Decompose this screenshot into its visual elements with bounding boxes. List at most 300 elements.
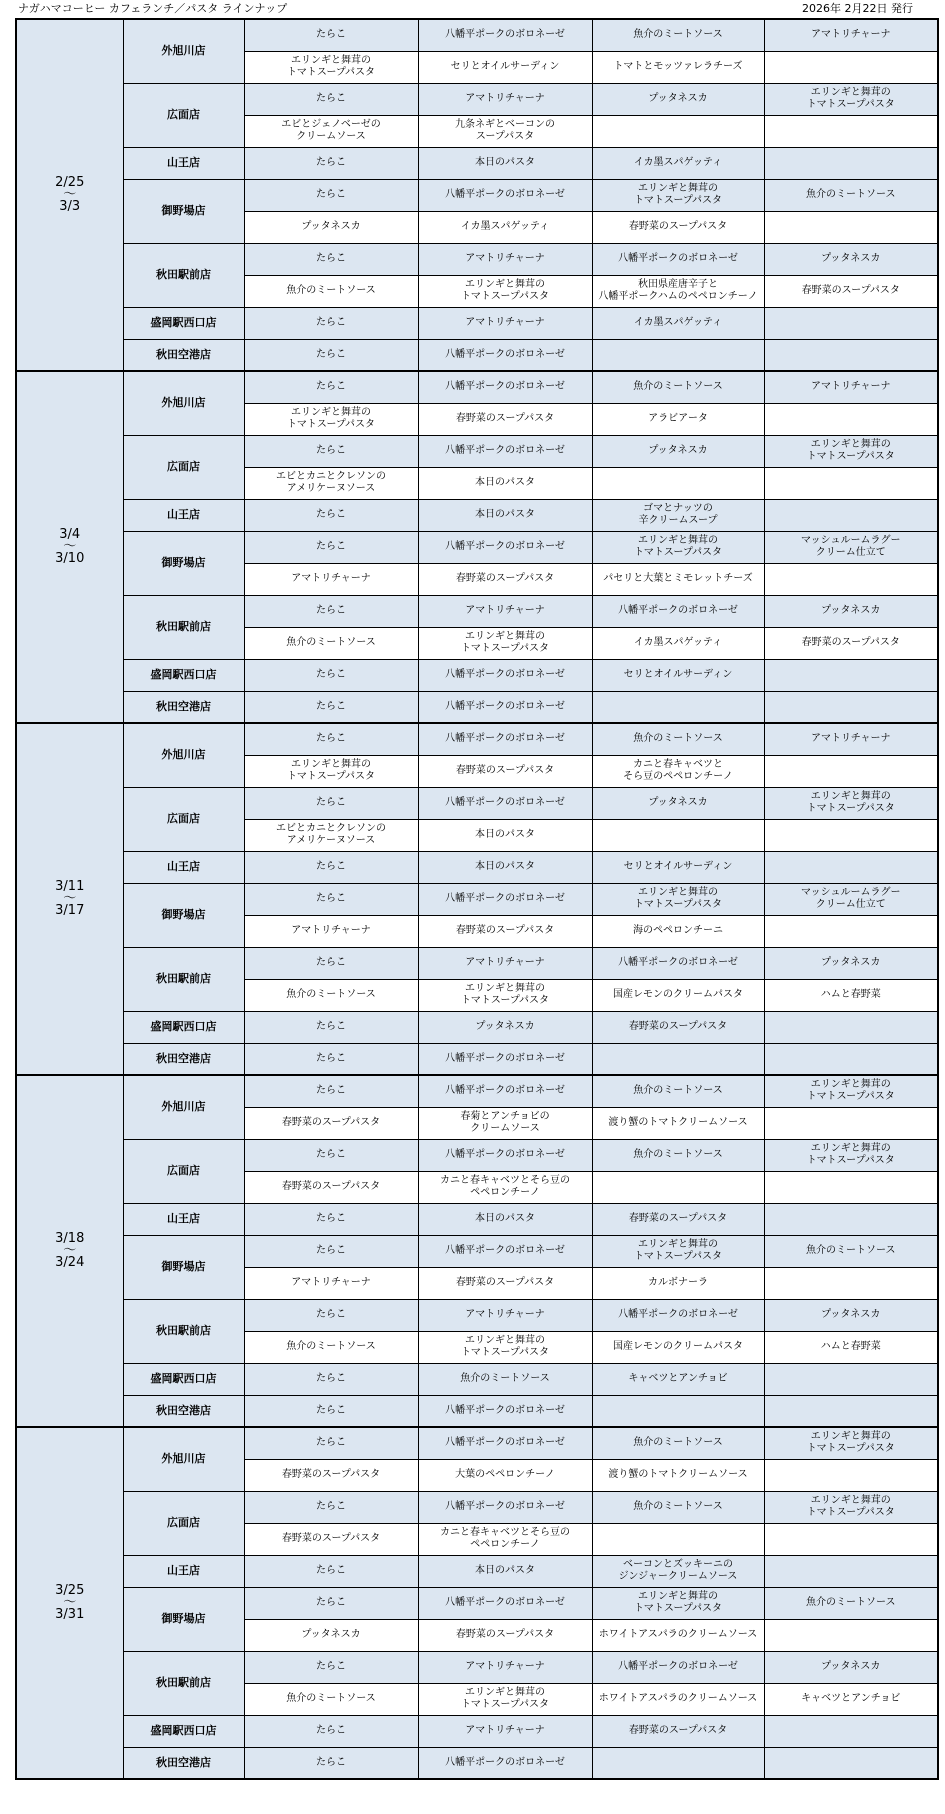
- week-date-from: 3/25: [55, 1583, 85, 1598]
- menu-item: プッタネスカ: [418, 1011, 592, 1043]
- menu-item: 大葉のペペロンチーノ: [418, 1459, 592, 1491]
- menu-item: 春野菜のスープパスタ: [418, 1267, 592, 1299]
- store-name: 盛岡駅西口店: [123, 1715, 244, 1747]
- menu-item: [764, 339, 938, 371]
- store-name: 秋田駅前店: [123, 595, 244, 659]
- menu-item: プッタネスカ: [764, 1651, 938, 1683]
- table-row: [16, 435, 938, 467]
- table-row: [16, 179, 938, 211]
- menu-item: エリンギと舞茸の トマトスープパスタ: [418, 627, 592, 659]
- menu-item: たらこ: [244, 83, 418, 115]
- menu-item: アマトリチャーナ: [418, 1715, 592, 1747]
- menu-item: [764, 563, 938, 595]
- menu-item: 本日のパスタ: [418, 1555, 592, 1587]
- menu-item: 魚介のミートソース: [592, 371, 764, 403]
- menu-item: [764, 115, 938, 147]
- menu-item: 八幡平ポークのボロネーゼ: [418, 1427, 592, 1459]
- menu-item: エビとカニとクレソンの アメリケーヌソース: [244, 467, 418, 499]
- pasta-lineup-table: [15, 18, 939, 1780]
- week-date-from: 3/18: [55, 1231, 85, 1246]
- table-row: [16, 1363, 938, 1395]
- menu-item: イカ墨スパゲッティ: [592, 307, 764, 339]
- menu-item: 春野菜のスープパスタ: [418, 563, 592, 595]
- table-row: [16, 1427, 938, 1459]
- menu-item: アマトリチャーナ: [764, 371, 938, 403]
- menu-item: エリンギと舞茸の トマトスープパスタ: [764, 1075, 938, 1107]
- menu-item: 秋田県産唐辛子と 八幡平ポークハムのペペロンチーノ: [592, 275, 764, 307]
- week-date-range: [16, 19, 123, 371]
- menu-item: 魚介のミートソース: [244, 275, 418, 307]
- week-date-to: 3/24: [55, 1255, 85, 1270]
- menu-item: プッタネスカ: [764, 243, 938, 275]
- table-row: [16, 147, 938, 179]
- store-name: 外旭川店: [123, 19, 244, 83]
- table-row: [16, 691, 938, 723]
- table-row: [16, 1715, 938, 1747]
- store-name: 外旭川店: [123, 371, 244, 435]
- menu-item: アマトリチャーナ: [418, 83, 592, 115]
- store-name: 広面店: [123, 1491, 244, 1555]
- week-tilde: ～: [63, 1243, 77, 1258]
- menu-item: 八幡平ポークのボロネーゼ: [418, 691, 592, 723]
- table-row: [16, 1491, 938, 1523]
- menu-item: 春野菜のスープパスタ: [244, 1107, 418, 1139]
- menu-item: エビとカニとクレソンの アメリケーヌソース: [244, 819, 418, 851]
- menu-item: [764, 307, 938, 339]
- table-row: [16, 659, 938, 691]
- menu-item: ハムと春野菜: [764, 979, 938, 1011]
- week-date-range: [16, 1075, 123, 1427]
- menu-item: プッタネスカ: [592, 435, 764, 467]
- menu-item: たらこ: [244, 1427, 418, 1459]
- menu-item: [592, 1747, 764, 1779]
- menu-item: アマトリチャーナ: [418, 243, 592, 275]
- table-row: [16, 1235, 938, 1267]
- menu-item: 本日のパスタ: [418, 819, 592, 851]
- menu-item: [764, 1043, 938, 1075]
- store-name: 秋田空港店: [123, 1747, 244, 1779]
- menu-item: 八幡平ポークのボロネーゼ: [418, 19, 592, 51]
- store-name: 秋田空港店: [123, 1395, 244, 1427]
- menu-item: ゴマとナッツの 辛クリームスープ: [592, 499, 764, 531]
- menu-item: [592, 1171, 764, 1203]
- store-name: 秋田空港店: [123, 339, 244, 371]
- menu-item: エリンギと舞茸の トマトスープパスタ: [418, 1331, 592, 1363]
- store-name: 外旭川店: [123, 723, 244, 787]
- table-row: [16, 595, 938, 627]
- store-name: 盛岡駅西口店: [123, 659, 244, 691]
- menu-item: 本日のパスタ: [418, 467, 592, 499]
- menu-item: たらこ: [244, 1139, 418, 1171]
- menu-item: 春野菜のスープパスタ: [592, 1011, 764, 1043]
- menu-item: ホワイトアスパラのクリームソース: [592, 1683, 764, 1715]
- menu-item: エリンギと舞茸の トマトスープパスタ: [764, 1139, 938, 1171]
- menu-item: 八幡平ポークのボロネーゼ: [592, 1299, 764, 1331]
- week-date-range: [16, 723, 123, 1075]
- menu-item: アマトリチャーナ: [244, 563, 418, 595]
- menu-item: たらこ: [244, 1299, 418, 1331]
- menu-item: 八幡平ポークのボロネーゼ: [418, 1587, 592, 1619]
- menu-item: [592, 339, 764, 371]
- table-row: [16, 1075, 938, 1107]
- week-tilde: ～: [63, 187, 77, 202]
- table-row: [16, 1651, 938, 1683]
- store-name: 広面店: [123, 1139, 244, 1203]
- menu-item: 八幡平ポークのボロネーゼ: [592, 947, 764, 979]
- menu-item: エリンギと舞茸の トマトスープパスタ: [418, 1683, 592, 1715]
- menu-item: 魚介のミートソース: [418, 1363, 592, 1395]
- menu-item: たらこ: [244, 1363, 418, 1395]
- menu-item: エリンギと舞茸の トマトスープパスタ: [592, 1235, 764, 1267]
- menu-item: 本日のパスタ: [418, 147, 592, 179]
- menu-item: アマトリチャーナ: [418, 1651, 592, 1683]
- store-name: 御野場店: [123, 1235, 244, 1299]
- menu-item: [764, 819, 938, 851]
- menu-item: プッタネスカ: [244, 211, 418, 243]
- table-row: [16, 723, 938, 755]
- menu-item: 春野菜のスープパスタ: [592, 211, 764, 243]
- menu-item: プッタネスカ: [764, 595, 938, 627]
- menu-item: 八幡平ポークのボロネーゼ: [592, 595, 764, 627]
- menu-item: エリンギと舞茸の トマトスープパスタ: [244, 403, 418, 435]
- store-name: 広面店: [123, 83, 244, 147]
- menu-item: たらこ: [244, 723, 418, 755]
- menu-item: アマトリチャーナ: [418, 1299, 592, 1331]
- menu-item: [592, 819, 764, 851]
- menu-item: 春野菜のスープパスタ: [592, 1203, 764, 1235]
- store-name: 盛岡駅西口店: [123, 1011, 244, 1043]
- menu-item: イカ墨スパゲッティ: [592, 627, 764, 659]
- menu-item: アマトリチャーナ: [764, 19, 938, 51]
- menu-item: 春野菜のスープパスタ: [244, 1459, 418, 1491]
- menu-item: [764, 403, 938, 435]
- menu-item: 魚介のミートソース: [244, 1331, 418, 1363]
- menu-item: [592, 1043, 764, 1075]
- document-title: ナガハマコーヒー カフェランチ／パスタ ラインナップ: [18, 2, 288, 15]
- menu-item: たらこ: [244, 307, 418, 339]
- menu-item: エリンギと舞茸の トマトスープパスタ: [764, 787, 938, 819]
- store-name: 秋田駅前店: [123, 1651, 244, 1715]
- menu-item: カルボナーラ: [592, 1267, 764, 1299]
- menu-item: ホワイトアスパラのクリームソース: [592, 1619, 764, 1651]
- menu-item: エリンギと舞茸の トマトスープパスタ: [244, 51, 418, 83]
- table-row: [16, 787, 938, 819]
- table-row: [16, 947, 938, 979]
- week-tilde: ～: [63, 1595, 77, 1610]
- menu-item: マッシュルームラグー クリーム仕立て: [764, 531, 938, 563]
- menu-item: たらこ: [244, 1235, 418, 1267]
- store-name: 御野場店: [123, 531, 244, 595]
- menu-item: 春野菜のスープパスタ: [418, 1619, 592, 1651]
- menu-item: 八幡平ポークのボロネーゼ: [418, 1139, 592, 1171]
- week-date-range: [16, 1427, 123, 1779]
- menu-item: 渡り蟹のトマトクリームソース: [592, 1459, 764, 1491]
- menu-item: 渡り蟹のトマトクリームソース: [592, 1107, 764, 1139]
- menu-item: [592, 691, 764, 723]
- store-name: 広面店: [123, 787, 244, 851]
- menu-item: セリとオイルサーディン: [592, 659, 764, 691]
- table-row: [16, 883, 938, 915]
- menu-item: 八幡平ポークのボロネーゼ: [418, 1043, 592, 1075]
- menu-item: ハムと春野菜: [764, 1331, 938, 1363]
- menu-item: たらこ: [244, 1587, 418, 1619]
- menu-item: アマトリチャーナ: [244, 915, 418, 947]
- menu-item: たらこ: [244, 1395, 418, 1427]
- menu-item: 魚介のミートソース: [244, 979, 418, 1011]
- menu-item: アラビアータ: [592, 403, 764, 435]
- store-name: 外旭川店: [123, 1427, 244, 1491]
- menu-item: [764, 659, 938, 691]
- menu-item: 八幡平ポークのボロネーゼ: [592, 1651, 764, 1683]
- menu-item: [764, 1107, 938, 1139]
- menu-item: 春菊とアンチョビの クリームソース: [418, 1107, 592, 1139]
- menu-item: アマトリチャーナ: [764, 723, 938, 755]
- week-date-to: 3/31: [55, 1607, 85, 1622]
- menu-item: たらこ: [244, 1203, 418, 1235]
- menu-item: セリとオイルサーディン: [592, 851, 764, 883]
- menu-item: [764, 1363, 938, 1395]
- menu-item: 魚介のミートソース: [592, 1427, 764, 1459]
- menu-item: パセリと大葉とミモレットチーズ: [592, 563, 764, 595]
- menu-item: トマトとモッツァレラチーズ: [592, 51, 764, 83]
- menu-item: [764, 1459, 938, 1491]
- menu-item: プッタネスカ: [764, 1299, 938, 1331]
- table-row: [16, 1299, 938, 1331]
- week-date-from: 2/25: [55, 175, 85, 190]
- menu-item: [764, 1267, 938, 1299]
- menu-item: 春野菜のスープパスタ: [244, 1171, 418, 1203]
- menu-item: セリとオイルサーディン: [418, 51, 592, 83]
- menu-item: エリンギと舞茸の トマトスープパスタ: [764, 83, 938, 115]
- table-row: [16, 1395, 938, 1427]
- store-name: 御野場店: [123, 883, 244, 947]
- menu-item: 春野菜のスープパスタ: [592, 1715, 764, 1747]
- menu-item: エビとジェノベーゼの クリームソース: [244, 115, 418, 147]
- menu-item: 魚介のミートソース: [592, 1491, 764, 1523]
- menu-item: 魚介のミートソース: [764, 179, 938, 211]
- table-row: [16, 307, 938, 339]
- table-row: [16, 1011, 938, 1043]
- menu-item: 八幡平ポークのボロネーゼ: [418, 787, 592, 819]
- store-name: 山王店: [123, 147, 244, 179]
- store-name: 秋田駅前店: [123, 947, 244, 1011]
- menu-item: 八幡平ポークのボロネーゼ: [418, 179, 592, 211]
- menu-item: [764, 467, 938, 499]
- menu-item: [764, 1555, 938, 1587]
- week-date-to: 3/3: [59, 199, 81, 214]
- menu-item: エリンギと舞茸の トマトスープパスタ: [592, 1587, 764, 1619]
- table-row: [16, 1555, 938, 1587]
- menu-item: [764, 1715, 938, 1747]
- menu-item: たらこ: [244, 851, 418, 883]
- menu-item: たらこ: [244, 1491, 418, 1523]
- menu-item: 春野菜のスープパスタ: [244, 1523, 418, 1555]
- menu-item: たらこ: [244, 371, 418, 403]
- menu-item: たらこ: [244, 339, 418, 371]
- menu-item: キャベツとアンチョビ: [592, 1363, 764, 1395]
- store-name: 盛岡駅西口店: [123, 307, 244, 339]
- menu-item: 八幡平ポークのボロネーゼ: [592, 243, 764, 275]
- table-row: [16, 851, 938, 883]
- menu-item: アマトリチャーナ: [418, 947, 592, 979]
- week-date-range: [16, 371, 123, 723]
- menu-item: [764, 211, 938, 243]
- menu-item: 八幡平ポークのボロネーゼ: [418, 371, 592, 403]
- menu-item: 魚介のミートソース: [592, 1139, 764, 1171]
- menu-item: エリンギと舞茸の トマトスープパスタ: [418, 979, 592, 1011]
- table-row: [16, 1043, 938, 1075]
- menu-item: たらこ: [244, 1651, 418, 1683]
- menu-item: エリンギと舞茸の トマトスープパスタ: [764, 435, 938, 467]
- menu-item: たらこ: [244, 1043, 418, 1075]
- store-name: 山王店: [123, 499, 244, 531]
- menu-item: たらこ: [244, 691, 418, 723]
- menu-item: [764, 51, 938, 83]
- table-row: [16, 19, 938, 51]
- table-row: [16, 371, 938, 403]
- store-name: 秋田空港店: [123, 691, 244, 723]
- menu-item: たらこ: [244, 1011, 418, 1043]
- menu-item: 本日のパスタ: [418, 1203, 592, 1235]
- table-row: [16, 1203, 938, 1235]
- store-name: 広面店: [123, 435, 244, 499]
- week-date-to: 3/10: [55, 551, 85, 566]
- menu-item: キャベツとアンチョビ: [764, 1683, 938, 1715]
- menu-item: エリンギと舞茸の トマトスープパスタ: [592, 531, 764, 563]
- menu-item: たらこ: [244, 1075, 418, 1107]
- issue-date: 2026年 2月22日 発行: [802, 2, 913, 15]
- store-name: 秋田駅前店: [123, 243, 244, 307]
- menu-item: 八幡平ポークのボロネーゼ: [418, 1491, 592, 1523]
- menu-item: カニと春キャベツとそら豆の ペペロンチーノ: [418, 1523, 592, 1555]
- table-row: [16, 1587, 938, 1619]
- week-tilde: ～: [63, 891, 77, 906]
- menu-item: エリンギと舞茸の トマトスープパスタ: [592, 179, 764, 211]
- menu-item: 九条ネギとベーコンの スープパスタ: [418, 115, 592, 147]
- menu-item: [764, 1747, 938, 1779]
- menu-item: 国産レモンのクリームパスタ: [592, 1331, 764, 1363]
- menu-item: エリンギと舞茸の トマトスープパスタ: [244, 755, 418, 787]
- week-tilde: ～: [63, 539, 77, 554]
- table-row: [16, 531, 938, 563]
- menu-item: マッシュルームラグー クリーム仕立て: [764, 883, 938, 915]
- menu-item: 魚介のミートソース: [592, 723, 764, 755]
- menu-item: プッタネスカ: [244, 1619, 418, 1651]
- menu-item: エリンギと舞茸の トマトスープパスタ: [764, 1491, 938, 1523]
- menu-item: [764, 851, 938, 883]
- menu-item: [764, 1203, 938, 1235]
- menu-item: たらこ: [244, 243, 418, 275]
- menu-item: カニと春キャベツとそら豆の ペペロンチーノ: [418, 1171, 592, 1203]
- menu-item: 魚介のミートソース: [764, 1235, 938, 1267]
- menu-item: たらこ: [244, 1747, 418, 1779]
- store-name: 山王店: [123, 1203, 244, 1235]
- menu-item: たらこ: [244, 19, 418, 51]
- menu-item: イカ墨スパゲッティ: [418, 211, 592, 243]
- table-row: [16, 1747, 938, 1779]
- menu-item: 春野菜のスープパスタ: [418, 755, 592, 787]
- menu-item: たらこ: [244, 499, 418, 531]
- menu-item: 春野菜のスープパスタ: [418, 915, 592, 947]
- menu-item: [764, 755, 938, 787]
- menu-item: たらこ: [244, 659, 418, 691]
- menu-item: イカ墨スパゲッティ: [592, 147, 764, 179]
- store-name: 秋田駅前店: [123, 1299, 244, 1363]
- menu-item: 春野菜のスープパスタ: [764, 627, 938, 659]
- menu-item: [764, 1523, 938, 1555]
- menu-item: [764, 691, 938, 723]
- menu-item: [592, 467, 764, 499]
- menu-item: 本日のパスタ: [418, 499, 592, 531]
- table-row: [16, 83, 938, 115]
- store-name: 御野場店: [123, 1587, 244, 1651]
- menu-item: アマトリチャーナ: [418, 307, 592, 339]
- menu-item: 魚介のミートソース: [592, 1075, 764, 1107]
- menu-item: 春野菜のスープパスタ: [418, 403, 592, 435]
- menu-item: 八幡平ポークのボロネーゼ: [418, 723, 592, 755]
- menu-item: アマトリチャーナ: [418, 595, 592, 627]
- menu-item: 八幡平ポークのボロネーゼ: [418, 339, 592, 371]
- menu-item: [592, 115, 764, 147]
- menu-item: たらこ: [244, 1715, 418, 1747]
- menu-item: 海のペペロンチーニ: [592, 915, 764, 947]
- menu-item: [592, 1395, 764, 1427]
- table-row: [16, 1139, 938, 1171]
- menu-item: 八幡平ポークのボロネーゼ: [418, 659, 592, 691]
- menu-item: 魚介のミートソース: [592, 19, 764, 51]
- menu-item: 八幡平ポークのボロネーゼ: [418, 883, 592, 915]
- menu-item: 魚介のミートソース: [244, 627, 418, 659]
- menu-item: エリンギと舞茸の トマトスープパスタ: [418, 275, 592, 307]
- menu-item: プッタネスカ: [764, 947, 938, 979]
- table-row: [16, 339, 938, 371]
- menu-item: 本日のパスタ: [418, 851, 592, 883]
- menu-item: [764, 1011, 938, 1043]
- menu-item: 八幡平ポークのボロネーゼ: [418, 435, 592, 467]
- menu-item: 八幡平ポークのボロネーゼ: [418, 1235, 592, 1267]
- store-name: 山王店: [123, 851, 244, 883]
- table-row: [16, 243, 938, 275]
- menu-item: [764, 1619, 938, 1651]
- table-row: [16, 499, 938, 531]
- menu-item: 八幡平ポークのボロネーゼ: [418, 1395, 592, 1427]
- menu-item: プッタネスカ: [592, 83, 764, 115]
- menu-item: たらこ: [244, 595, 418, 627]
- menu-item: [764, 1395, 938, 1427]
- menu-item: [764, 915, 938, 947]
- store-name: 秋田空港店: [123, 1043, 244, 1075]
- store-name: 山王店: [123, 1555, 244, 1587]
- menu-item: 八幡平ポークのボロネーゼ: [418, 1075, 592, 1107]
- menu-item: [592, 1523, 764, 1555]
- menu-item: たらこ: [244, 947, 418, 979]
- menu-item: 八幡平ポークのボロネーゼ: [418, 531, 592, 563]
- menu-item: たらこ: [244, 435, 418, 467]
- menu-item: エリンギと舞茸の トマトスープパスタ: [764, 1427, 938, 1459]
- week-date-from: 3/11: [55, 879, 85, 894]
- menu-item: プッタネスカ: [592, 787, 764, 819]
- menu-item: アマトリチャーナ: [244, 1267, 418, 1299]
- week-date-from: 3/4: [59, 527, 81, 542]
- menu-item: 春野菜のスープパスタ: [764, 275, 938, 307]
- menu-item: たらこ: [244, 147, 418, 179]
- menu-item: [764, 147, 938, 179]
- menu-item: たらこ: [244, 179, 418, 211]
- menu-item: 魚介のミートソース: [244, 1683, 418, 1715]
- menu-item: 魚介のミートソース: [764, 1587, 938, 1619]
- menu-item: エリンギと舞茸の トマトスープパスタ: [592, 883, 764, 915]
- store-name: 御野場店: [123, 179, 244, 243]
